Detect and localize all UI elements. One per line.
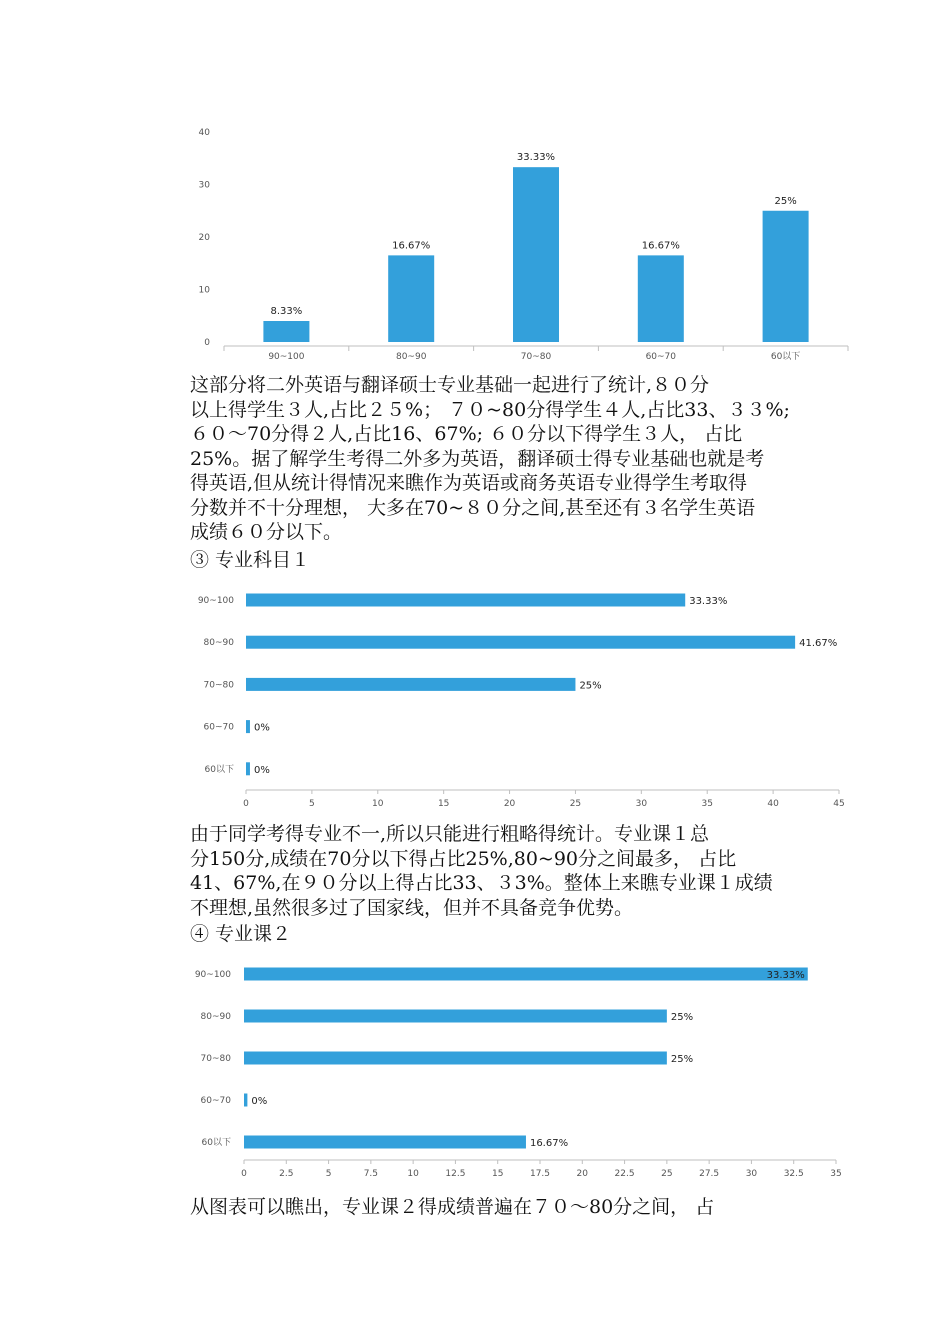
x-tick-label: 12.5 — [445, 1169, 466, 1179]
data-label: 25% — [670, 1054, 694, 1065]
y-tick-label: 80~90 — [203, 638, 234, 649]
y-tick-label: 70~80 — [200, 1054, 231, 1064]
paragraph-2-line: 41、67%,在９０分以上得占比33、３3%。整体上来瞧专业课１成绩 — [190, 872, 773, 894]
bar — [246, 636, 795, 649]
horizontal-bar-chart-2 — [0, 956, 870, 1186]
vertical-bar-chart — [0, 118, 870, 366]
x-tick-label: 10 — [372, 799, 384, 809]
x-tick-label: 0 — [243, 799, 249, 809]
bar — [246, 720, 250, 733]
paragraph-1-line: 分数并不十分理想， 大多在70~８０分之间,甚至还有３名学生英语 — [190, 496, 756, 519]
bar — [244, 1010, 667, 1023]
x-tick-label: 25 — [661, 1169, 673, 1179]
bar — [246, 762, 250, 775]
y-tick-label: 10 — [198, 285, 210, 296]
section-heading-1: ③ 专业科目１ — [190, 549, 311, 571]
data-label: 25% — [670, 1012, 694, 1023]
x-tick-label: 20 — [576, 1169, 589, 1179]
paragraph-1-line: 25%。据了解学生考得二外多为英语，翻译硕士得专业基础也就是考 — [190, 447, 765, 470]
horizontal-bar-chart-1-svg — [0, 582, 870, 814]
x-tick-label: 5 — [309, 799, 315, 809]
bar — [244, 968, 808, 981]
x-tick-label: 10 — [407, 1169, 419, 1179]
paragraph-2 — [190, 822, 810, 920]
data-label: 16.67% — [529, 1138, 569, 1149]
paragraph-2-line: 不理想,虽然很多过了国家线，但并不具备竞争优势。 — [190, 896, 634, 919]
paragraph-2-line: 由于同学考得专业不一,所以只能进行粗略得统计。专业课１总 — [190, 823, 710, 845]
x-tick-label: 15 — [491, 1169, 504, 1179]
paragraph-1-line: 以上得学生３人,占比２５%； ７０~80分得学生４人,占比33、３３%; — [190, 398, 790, 421]
data-label: 25% — [579, 680, 602, 692]
y-tick-label: 20 — [198, 233, 210, 243]
data-label: 25% — [774, 195, 797, 207]
paragraph-3 — [190, 1195, 810, 1220]
x-tick-label: 5 — [325, 1169, 332, 1179]
bar — [244, 1136, 526, 1149]
paragraph-1-line: 这部分将二外英语与翻译硕士专业基础一起进行了统计,８０分 — [190, 374, 710, 396]
y-tick-label: 60以下 — [201, 1138, 231, 1148]
section-heading-2: ④ 专业课２ — [190, 923, 292, 945]
data-label: 33.33% — [516, 152, 556, 164]
bar — [388, 255, 434, 342]
data-label: 41.67% — [799, 638, 838, 650]
x-tick-label: 22.5 — [614, 1169, 635, 1179]
x-tick-label: 70~80 — [520, 352, 552, 362]
x-tick-label: 35 — [830, 1169, 842, 1179]
paragraph-1 — [190, 373, 810, 545]
data-label: 0% — [251, 1096, 268, 1107]
data-label: 8.33% — [270, 306, 303, 317]
x-tick-label: 40 — [767, 799, 779, 809]
x-tick-label: 7.5 — [363, 1169, 379, 1179]
x-tick-label: 17.5 — [529, 1169, 551, 1179]
paragraph-1-line: 得英语,但从统计得情况来瞧作为英语或商务英语专业得学生考取得 — [190, 472, 748, 494]
x-tick-label: 60以下 — [770, 352, 801, 362]
x-tick-label: 30 — [745, 1169, 758, 1179]
y-tick-label: 40 — [198, 128, 210, 138]
paragraph-1-line: ６０～70分得２人,占比16、67%; ６０分以下得学生３人， 占比 — [190, 423, 743, 445]
bar — [763, 211, 809, 342]
y-tick-label: 60~70 — [200, 1096, 231, 1106]
y-tick-label: 30 — [198, 180, 210, 191]
x-tick-label: 0 — [241, 1169, 247, 1179]
y-tick-label: 60以下 — [204, 764, 234, 775]
x-tick-label: 25 — [569, 799, 582, 809]
y-tick-label: 80~90 — [200, 1012, 231, 1022]
x-tick-label: 35 — [701, 799, 713, 809]
bar — [638, 255, 684, 342]
horizontal-bar-chart-1 — [0, 582, 870, 814]
x-tick-label: 90~100 — [268, 352, 305, 362]
x-tick-label: 15 — [437, 799, 450, 809]
bar — [244, 1052, 667, 1065]
paragraph-3-line: 从图表可以瞧出，专业课２得成绩普遍在７０～80分之间， 占 — [190, 1196, 715, 1218]
x-tick-label: 45 — [833, 799, 845, 809]
bar — [246, 594, 685, 607]
bar — [246, 678, 575, 691]
x-tick-label: 2.5 — [279, 1169, 294, 1179]
data-label: 0% — [253, 722, 270, 734]
x-tick-label: 30 — [635, 799, 648, 809]
y-tick-label: 90~100 — [194, 970, 231, 980]
data-label: 16.67% — [641, 240, 680, 252]
x-tick-label: 80~90 — [395, 352, 427, 362]
x-tick-label: 27.5 — [699, 1169, 720, 1179]
bar — [244, 1094, 247, 1107]
x-tick-label: 32.5 — [783, 1169, 804, 1179]
data-label: 16.67% — [392, 240, 431, 252]
x-tick-label: 60~70 — [645, 352, 677, 362]
vertical-bar-chart-svg — [0, 118, 870, 366]
bar — [263, 321, 309, 342]
bar — [513, 167, 559, 342]
horizontal-bar-chart-2-svg — [0, 956, 870, 1186]
y-tick-label: 70~80 — [203, 680, 234, 691]
y-tick-label: 90~100 — [197, 596, 234, 606]
paragraph-1-line: 成绩６０分以下。 — [190, 521, 343, 543]
data-label: 33.33% — [689, 596, 728, 607]
y-tick-label: 60~70 — [203, 722, 234, 733]
paragraph-2-line: 分150分,成绩在70分以下得占比25%,80~90分之间最多， 占比 — [190, 847, 737, 870]
data-label: 33.33% — [766, 970, 805, 981]
data-label: 0% — [253, 764, 270, 776]
y-tick-label: 0 — [204, 338, 210, 348]
x-tick-label: 20 — [503, 799, 516, 809]
